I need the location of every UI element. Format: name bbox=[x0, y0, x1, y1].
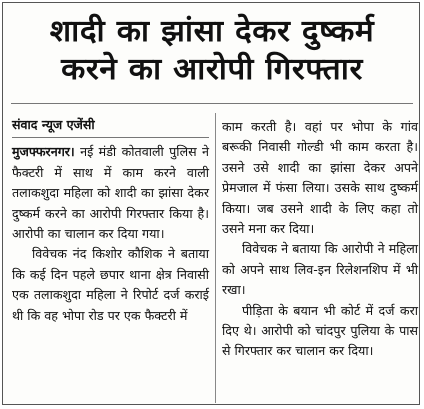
paragraph-1-text: नई मंडी कोतवाली पुलिस ने फैक्टरी में साथ में काम करने वाली तलाकशुदा महिला को शादी का झांसा देकर दुष्कर्म करने का आरोपी गिरफ्तार किया है। आरोपी का चालान कर दिया गया। bbox=[12, 144, 209, 242]
headline-line-2: करने का आरोपी गिरफ्तार bbox=[61, 52, 363, 87]
agency-byline: संवाद न्यूज एजेंसी bbox=[12, 117, 95, 132]
headline bbox=[3, 13, 420, 89]
headline-line-1: शादी का झांसा देकर दुष्कर्म bbox=[49, 14, 375, 49]
column-left bbox=[12, 115, 209, 326]
news-clipping bbox=[2, 2, 420, 405]
paragraph-1 bbox=[12, 142, 209, 244]
column-divider bbox=[215, 113, 216, 403]
paragraph-2: विवेचक नंद किशोर कौशिक ने बताया कि कई दिन पहले छपार थाना क्षेत्र निवासी एक तलाकशुदा महिला ने रिपोर्ट दर्ज कराई थी कि वह भोपा रोड पर एक फैक्टरी में bbox=[12, 246, 209, 323]
paragraph-3: काम करती है। वहां पर भोपा के गांव बरूकी निवासी गोल्डी भी काम करता है। उसने उसे शादी का झांसा देकर अपने प्रेमजाल में फंसा लिया। उसके साथ दुष्कर्म किया। जब उसने शादी के लिए कहा तो उसने मना कर दिया। bbox=[222, 119, 418, 237]
column-right bbox=[222, 117, 418, 362]
dateline: मुजफ्फरनगर। bbox=[12, 144, 75, 160]
paragraph-4: विवेचक ने बताया कि आरोपी ने महिला को अपने साथ लिव-इन रिलेशनशिप में भी रखा। bbox=[222, 241, 418, 298]
byline-rule bbox=[12, 137, 209, 138]
headline-rule bbox=[11, 103, 413, 104]
paragraph-5: पीड़िता के बयान भी कोर्ट में दर्ज करा दिए थे। आरोपी को चांदपुर पुलिया के पास से गिरफ्तार कर चालान कर दिया। bbox=[222, 302, 418, 359]
